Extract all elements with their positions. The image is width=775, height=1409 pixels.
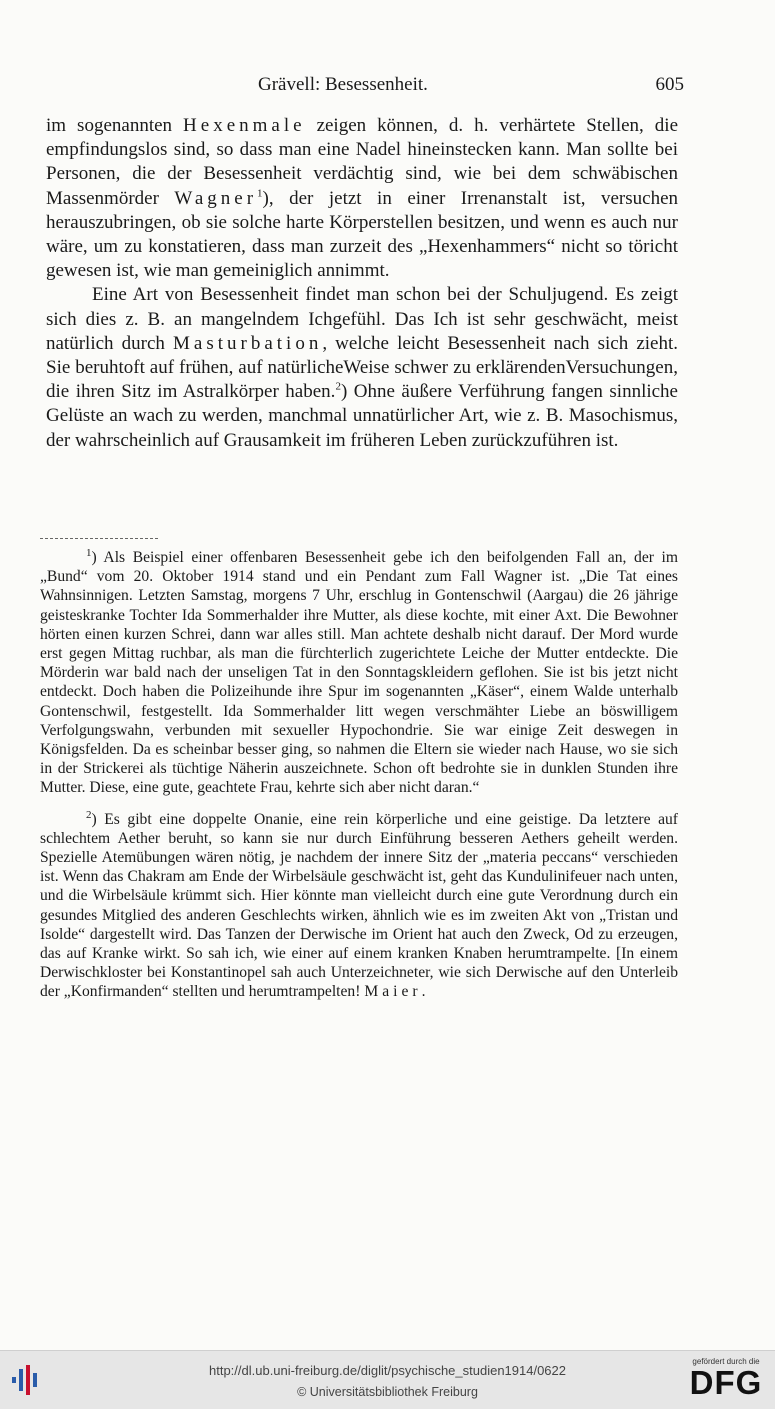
dfg-wordmark: DFG (689, 1364, 763, 1401)
running-title: Grävell: Besessenheit. (258, 74, 428, 95)
viewer-footer (0, 1350, 775, 1409)
footnotes (40, 548, 678, 1002)
page-number: 605 (655, 74, 684, 95)
paragraph-2: Eine Art von Besessenheit findet man schon bei der Schuljugend. Es zeigt sich dies z. B. an mangelndem Ichgefühl. Das Ich ist sehr geschwächt, meist natürlich durch Masturbation, welche leicht Besessenheit nach sich zieht. Sie beruhtoft auf frühen, auf natürlicheWeise schwer zu erklärendenVersuchungen, die ihren Sitz im Astralkörper haben.$^2$) Ohne äußere Verführung fangen sinnliche Gelüste an wach zu werden, manchmal unnatürlicher Art, wie z. B. Masochismus, der wahrscheinlich auf Grausamkeit im früheren Leben zurückzuführen ist. (46, 284, 678, 451)
footnote-ref-1[interactable]: 1 (257, 187, 263, 200)
emphasis-maier: Maier (364, 983, 422, 1001)
paragraph-1: im sogenannten Hexenmale zeigen können, d. h. verhärtete Stellen, die empfindungslos sind, so dass man eine Nadel hineinstecken kann. Man sollte bei Personen, die der Besessenheit verdächtig sind, wie bei dem schwäbischen Massenmörder Wagner$^1$), der jetzt in einer Irrenanstalt ist, versuchen herauszubringen, ob sie solche harte Körperstellen besitzen, und wenn es auch nur wäre, um zu konstatieren, dass man zurzeit des „Hexenhammers“ nicht so töricht gewesen ist, wie man gemeiniglich annimmt. (46, 115, 679, 282)
running-header (46, 74, 686, 102)
footnote-1: $^1$) Als Beispiel einer offenbaren Besessenheit gebe ich den beifolgenden Fall an, der im „Bund“ vom 20. Oktober 1914 stand und ein Pendant zum Fall Wagner ist. „Die Tat eines Wahnsinnigen. Letzten Samstag, morgens 7 Uhr, erschlug in Gontenschwil (Aargau) die 26 jährige geisteskranke Tochter Ida Sommerhalder ihre Mutter, als diese kochte, mit einer Axt. Die Bewohner hörten einen kurzen Schrei, dann war alles still. Man achtete deshalb nicht darauf. Der Mord wurde erst gegen Mittag ruchbar, als man die fürchterlich zugerichtete Leiche der Mutter entdeckte. Die Mörderin war bald nach der unseligen Tat in den Sonntagskleidern geflohen. Sie ist bis jetzt nicht entdeckt. Doch haben die Polizeihunde ihre Spur im sogenannten „Käser“, einem Walde unterhalb Gontenschwil, festgestellt. Ida Sommerhalder litt wegen verschmähter Liebe an böswilligem Verfolgungswahn, verbunden mit sexueller Hypochondrie. Sie war einige Zeit deswegen in Königsfelden. Da es scheinbar besser ging, so nahmen die Eltern sie wieder nach Hause, wo sie sich in der Strickerei als tüchtige Näherin auszeichnete. Schon oft bedrohte sie in dunklen Stunden ihre Mutter. Diese, eine gute, geachtete Frau, kehrte sich aber nicht daran.“ (40, 546, 678, 797)
funded-by-label: gefördert durch die (692, 1357, 760, 1366)
copyright-notice: © Universitätsbibliothek Freiburg (297, 1385, 478, 1399)
permalink-url[interactable]: http://dl.ub.uni-freiburg.de/diglit/psychische_studien1914/0622 (208, 1363, 567, 1378)
emphasis-hexenmale: Hexenmale (183, 115, 306, 136)
emphasis-wagner: Wagner (174, 187, 258, 209)
dfg-logo[interactable] (685, 1357, 767, 1405)
footnote-ref-2[interactable]: 2 (335, 380, 341, 393)
footnote-2: $^2$) Es gibt eine doppelte Onanie, eine rein körperliche und eine geistige. Da letztere auf schlechtem Aether beruht, so kann sie nur durch Einführung besseren Aethers geheilt werden. Spezielle Atemübungen wären nötig, je nachdem der innere Sitz der „materia peccans“ verschieden ist. Wenn das Chakram am Ende der Wirbelsäule geschwächt ist, geht das Kundulinifeuer nach unten, und die Wirbelsäule krümmt sich. Hier könnte man vielleicht durch eine gute Verordnung durch ein gesundes Mitglied des anderen Geschlechts wirken, ähnlich wie es im zweiten Akt von „Tristan und Isolde“ dargestellt wird. Das Tanzen der Derwische im Orient hat auch den Zweck, Od zu erzeugen, das auf Kranke wirkt. So sah ich, wie einer auf einem kranken Knaben herumtrampelte. [In einem Derwischkloster bei Konstantinopel sah auch Unterzeichneter, wie sich Derwische auf den Unterleib der „Konfirmanden“ stellten und herumtrampelten! Maier. (40, 808, 678, 1001)
main-text (46, 114, 678, 453)
emphasis-masturbation: Masturbation (173, 332, 323, 354)
footnote-divider (40, 538, 158, 539)
